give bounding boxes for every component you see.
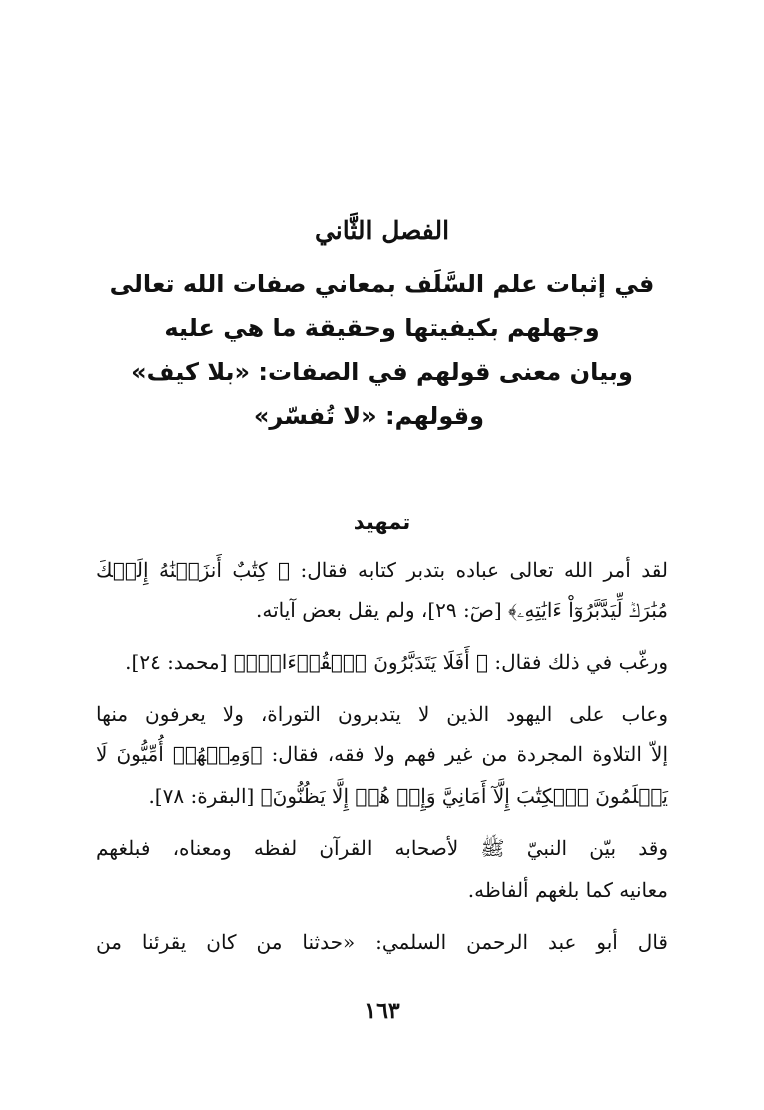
page-number: ١٦٣ [364, 998, 400, 1024]
paragraph-line: وقد بيّن النبيّ ﷺ لأصحابه القرآن لفظه ومعناه، فبلغهم [96, 836, 668, 860]
paragraph-line: لقد أمر الله تعالى عباده بتدبر كتابه فقال: ﴿ كِتَٰبٌ أَنزَلۡنَٰهُ إِلَيۡكَ [96, 558, 668, 582]
paragraph-line: وعاب على اليهود الذين لا يتدبرون التوراة، ولا يعرفون منها [96, 702, 668, 726]
paragraph-line: مُبَٰرَكٞ لِّيَدَّبَّرُوٓاْ ءَايَٰتِهِۦ﴾ [صٓ: ٢٩]، ولم يقل بعض آياته. [256, 598, 668, 622]
paragraph-line: إلاّ التلاوة المجردة من غير فهم ولا فقه، فقال: ﴿وَمِنۡهُمۡ أُمِّيُّونَ لَا [96, 742, 668, 766]
chapter-title-line-3: وبيان معنى قولهم في الصفات: «بلا كيف» [131, 358, 633, 386]
chapter-title-line-2: وجهلهم بكيفيتها وحقيقة ما هي عليه [164, 314, 600, 342]
paragraph-line: قال أبو عبد الرحمن السلمي: «حدثنا من كان يقرئنا من [96, 930, 668, 954]
paragraph-line: يَعۡلَمُونَ ٱلۡكِتَٰبَ إِلَّآ أَمَانِيَّ وَإِنۡ هُمۡ إِلَّا يَظُنُّونَ﴾ [البقرة: ٧٨]. [148, 784, 668, 808]
chapter-title-line-1: في إثبات علم السَّلَف بمعاني صفات الله تعالى [109, 270, 655, 298]
paragraph-line: معانيه كما بلغهم ألفاظه. [467, 878, 668, 902]
chapter-label: الفصل الثَّاني [314, 216, 450, 245]
paragraph-line: ورغّب في ذلك فقال: ﴿ أَفَلَا يَتَدَبَّرُونَ ٱلۡقُرۡءَانَۚ﴾ [محمد: ٢٤]. [125, 650, 668, 674]
section-heading: تمهيد [353, 510, 411, 534]
chapter-title-line-4: وقولهم: «لا تُفسّر» [253, 402, 484, 430]
